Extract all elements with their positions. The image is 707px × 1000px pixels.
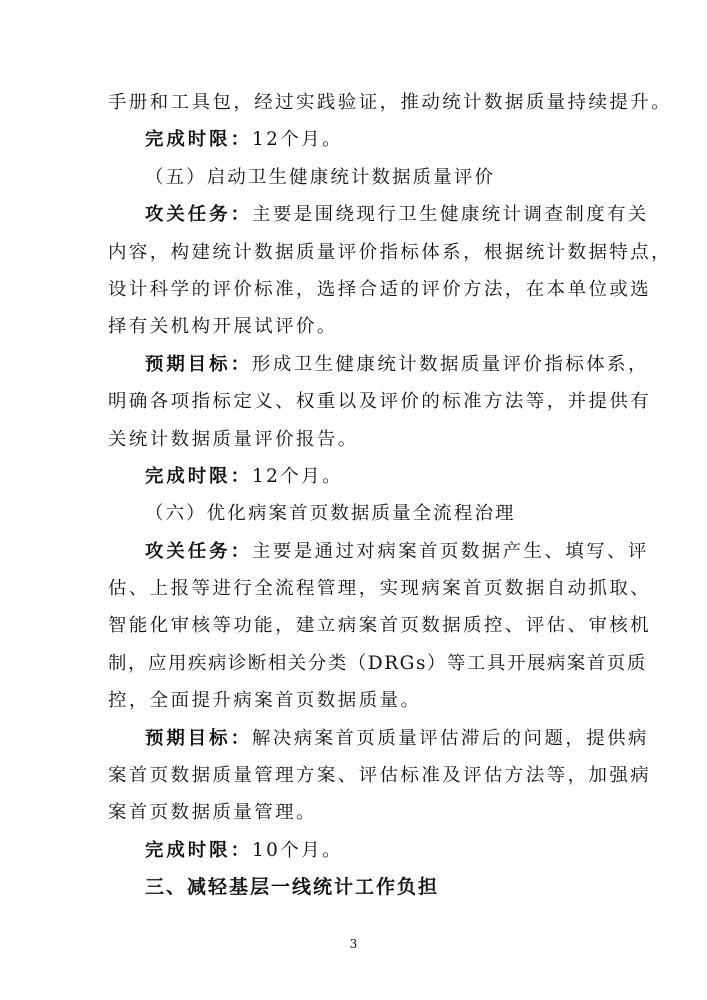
paragraph-line: 案首页数据质量管理方案、评估标准及评估方法等，加强病 xyxy=(108,765,652,787)
paragraph-line: 手册和工具包，经过实践验证，推动统计数据质量持续提升。 xyxy=(108,92,673,113)
paragraph-line: 估、上报等进行全流程管理，实现病案首页数据自动抓取、 xyxy=(108,578,652,600)
page-number: 3 xyxy=(349,937,358,951)
task-label: 攻关任务： xyxy=(145,540,252,562)
goal-line xyxy=(108,346,649,383)
task-line xyxy=(108,196,649,233)
chapter-heading: 三、减轻基层一线统计工作负担 xyxy=(145,876,440,899)
deadline-line xyxy=(108,121,608,158)
task-label: 攻关任务： xyxy=(145,204,252,226)
goal-label: 预期目标： xyxy=(145,727,252,749)
goal-text: 形成卫生健康统计数据质量评价指标体系， xyxy=(251,353,649,375)
paragraph-line: 内容，构建统计数据质量评价指标体系，根据统计数据特点， xyxy=(108,241,673,263)
task-text: 主要是通过对病案首页数据产生、填写、评 xyxy=(251,540,649,562)
paragraph-line: 制，应用疾病诊断相关分类（DRGs）等工具开展病案首页质 xyxy=(108,652,647,674)
section-heading-5: （五）启动卫生健康统计数据质量评价 xyxy=(145,166,496,188)
section-heading-6: （六）优化病案首页数据质量全流程治理 xyxy=(145,503,516,525)
paragraph-line: 智能化审核等功能，建立病案首页数据质控、评估、审核机 xyxy=(108,615,652,637)
paragraph-line: 控，全面提升病案首页数据质量。 xyxy=(108,690,422,712)
goal-label: 预期目标： xyxy=(145,353,252,375)
goal-text: 解决病案首页质量评估滞后的问题，提供病 xyxy=(251,727,649,749)
paragraph-line: 案首页数据质量管理。 xyxy=(108,802,317,824)
deadline-label: 完成时限： xyxy=(145,839,252,861)
document-body xyxy=(108,84,673,907)
paragraph-line: 关统计数据质量评价报告。 xyxy=(108,428,359,450)
paragraph-line: 设计科学的评价标准，选择合适的评价方法，在本单位或选 xyxy=(108,278,652,300)
deadline-value: 10个月。 xyxy=(251,839,344,861)
task-text: 主要是围绕现行卫生健康统计调查制度有关 xyxy=(251,204,649,226)
paragraph-line: 明确各项指标定义、权重以及评价的标准方法等，并提供有 xyxy=(108,391,652,413)
paragraph-line: 择有关机构开展试评价。 xyxy=(108,316,338,338)
deadline-label: 完成时限： xyxy=(145,465,252,487)
deadline-value: 12个月。 xyxy=(251,465,344,487)
goal-line xyxy=(108,720,649,757)
task-line xyxy=(108,533,649,570)
deadline-value: 12个月。 xyxy=(251,129,344,151)
deadline-line xyxy=(108,832,608,869)
deadline-label: 完成时限： xyxy=(145,129,252,151)
deadline-line xyxy=(108,458,608,495)
